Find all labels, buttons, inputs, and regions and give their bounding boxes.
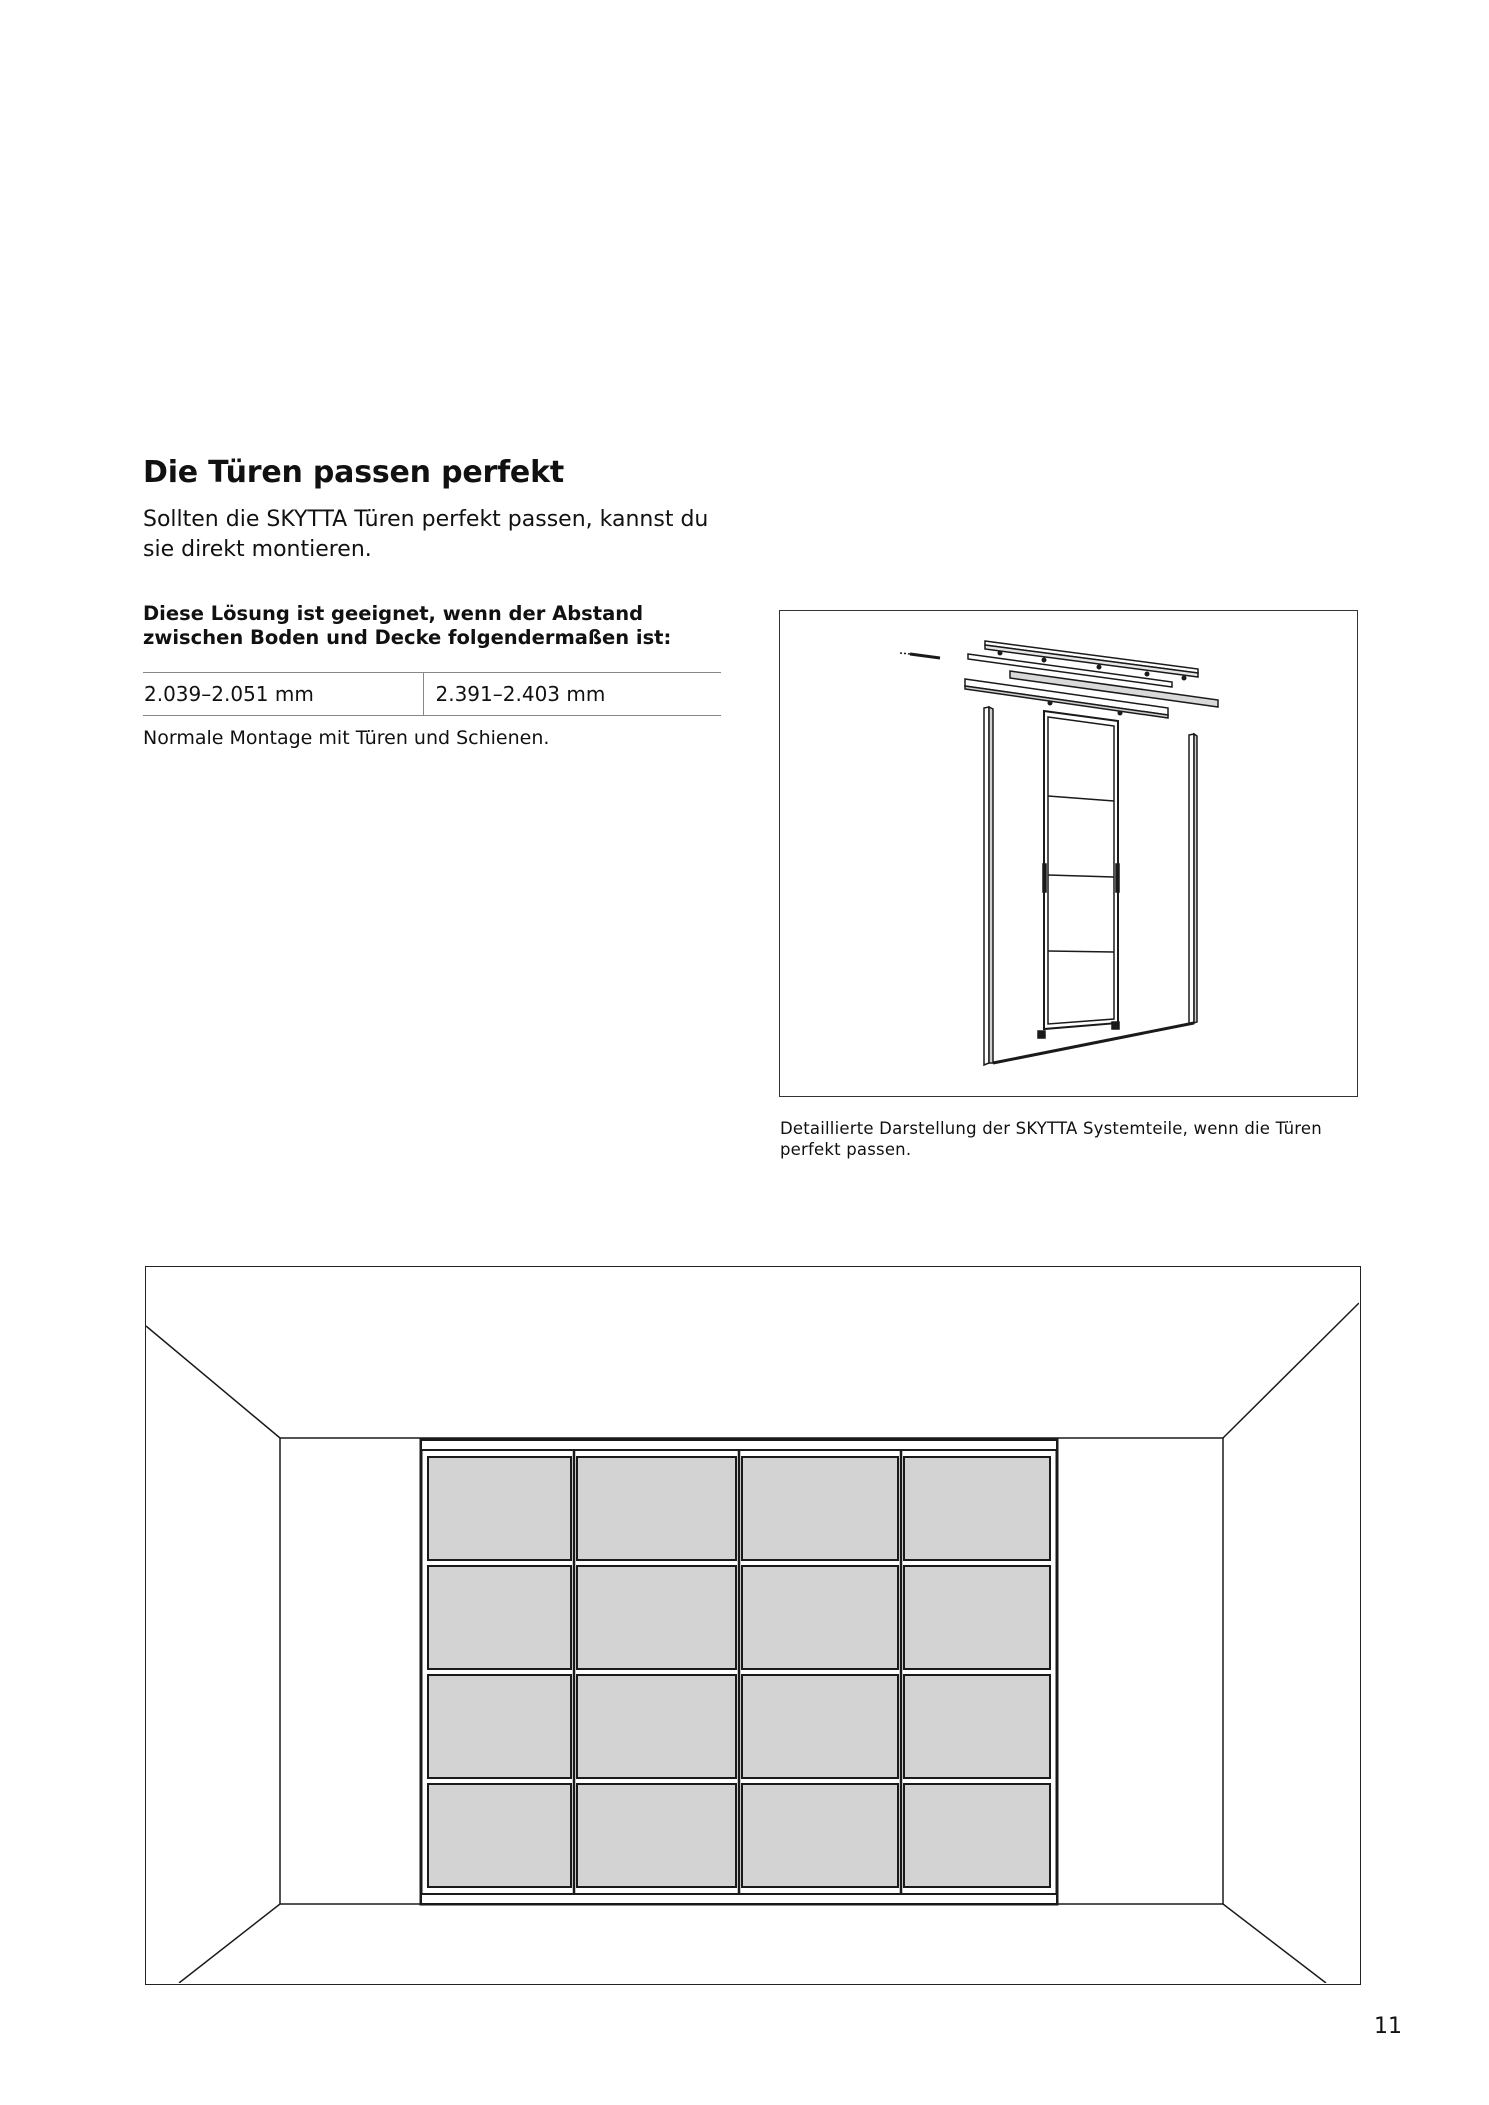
glass-pane [742,1566,898,1669]
glass-pane [577,1457,736,1560]
table-row [143,673,721,716]
measurement-cell-1: 2.039–2.051 mm [143,673,423,716]
figure-caption: Detaillierte Darstellung der SKYTTA Systemteile, wenn die Türen perfekt passen. [780,1119,1322,1159]
glass-pane [428,1784,571,1887]
page-title: Die Türen passen perfekt [143,455,564,490]
exploded-parts-illustration [779,610,1358,1097]
installation-note: Normale Montage mit Türen und Schienen. [143,727,550,749]
glass-pane [428,1457,571,1560]
page-number: 11 [1374,2014,1402,2039]
room-door-illustration [145,1266,1361,1985]
glass-pane [577,1784,736,1887]
glass-pane [904,1784,1050,1887]
intro-text: Sollten die SKYTTA Türen perfekt passen, kannst du sie direkt montieren. [143,507,709,562]
measurement-table [143,672,721,716]
glass-pane [904,1457,1050,1560]
glass-pane [428,1566,571,1669]
glass-pane [428,1675,571,1778]
glass-pane [577,1675,736,1778]
glass-pane [904,1675,1050,1778]
measurement-cell-2: 2.391–2.403 mm [423,673,721,716]
glass-pane [742,1784,898,1887]
glass-pane [742,1457,898,1560]
glass-pane [904,1566,1050,1669]
condition-text: Diese Lösung ist geeignet, wenn der Abstand zwischen Boden und Decke folgendermaßen ist: [143,602,672,649]
glass-pane [742,1675,898,1778]
glass-pane [577,1566,736,1669]
